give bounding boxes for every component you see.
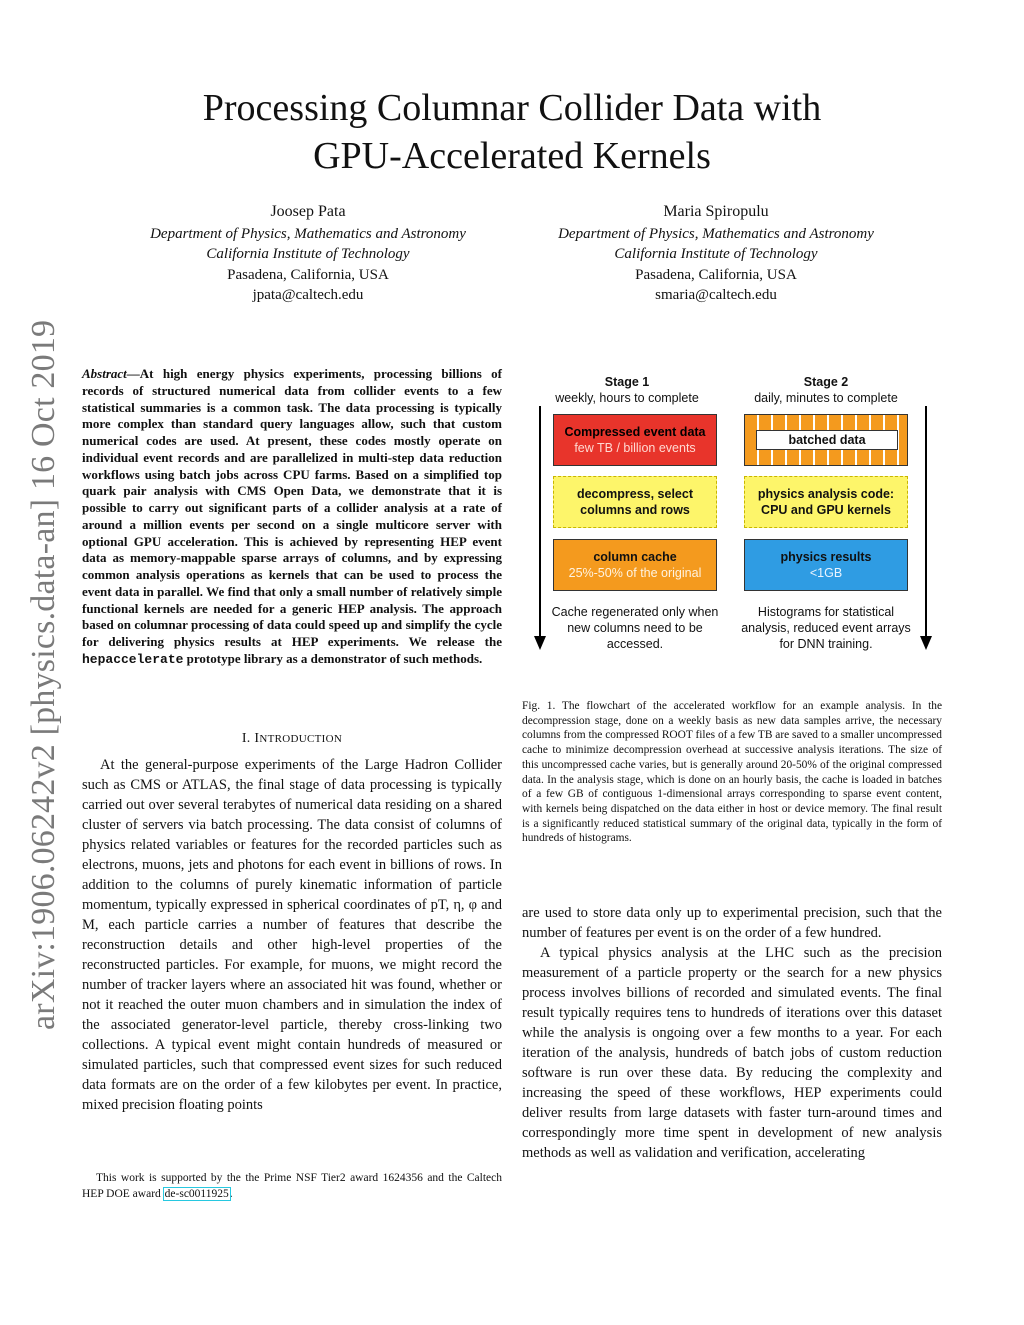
title-line-2: GPU-Accelerated Kernels (313, 135, 711, 177)
stage-2-subtitle: daily, minutes to complete (754, 391, 898, 405)
stage-2-title: Stage 2 (803, 375, 849, 389)
physics-results-subtitle: <1GB (809, 566, 843, 580)
author-department: Department of Physics, Mathematics and Astronomy (150, 225, 466, 242)
author-institute: California Institute of Technology (206, 246, 410, 263)
author-email[interactable]: smaria@caltech.edu (655, 287, 777, 304)
section-heading-introduction (82, 731, 502, 747)
batched-data-label: batched data (756, 430, 898, 450)
physics-results-title: physics results (780, 550, 872, 564)
analysis-paragraph: A typical physics analysis at the LHC such as the precision measurement of a particle property or the search for a new physics process involves billions of recorded and simulated events. The final result typically requires tens to hundreds of iterations over this dataset while the analysis is ongoing over a few months to a year. For each iteration of the analysis, hundreds of batch jobs of custom reduction software is run over these data. By reducing the complexity and increasing the speed of these workflows, HEP experiments could deliver results from large datasets with faster turn-around times and correspondingly more time spent in development of new analysis methods as well as validation and verification, accelerating (522, 945, 942, 1161)
arxiv-identifier: arXiv:1906.06242v2 [physics.data-an] 16 Oct 2019 (25, 319, 62, 1030)
author-location: Pasadena, California, USA (227, 266, 389, 283)
section-title-rest: NTRODUCTION (259, 733, 343, 745)
column-cache-title: column cache (593, 550, 677, 564)
compressed-data-subtitle: few TB / billion events (574, 441, 696, 455)
stage-1-header (542, 374, 712, 406)
decompress-box (553, 476, 717, 528)
abstract-text-1: —At high energy physics experiments, processing billions of records of structured numerical data from collider events to a few statistical summaries is a common task. The data processing is typically more complex than standard query languages allow, such that custom numerical codes are used. At present, these codes mostly operate on individual event records and are parallelized in multi-step data reduction workflows using batch jobs across CPU farms. Based on a simplified top quark pair analysis with CMS Open Data, we demonstrate that it is possible to carry out significant parts of a collider analysis at a rate of around a million events per second on a single multicore server with optional GPU acceleration. This is achieved by representing HEP event data as memory-mappable sparse arrays of columns, and by expressing common analysis operations as kernels that can be used to process the event data in parallel. We find that only a small number of relatively simple functional kernels are needed for a generic HEP analysis. The approach based on columnar processing of data could speed up and simplify the cycle for delivering physics results at HEP experiments. We release the (82, 366, 502, 649)
award-link[interactable]: de-sc0011925 (164, 1188, 229, 1200)
library-name: hepaccelerate (82, 651, 184, 667)
author-name: Joosep Pata (270, 203, 346, 220)
stage-1-arrow-head-icon (534, 636, 546, 650)
abstract (82, 366, 502, 669)
cache-note: Cache regenerated only when new columns need to be accessed. (551, 605, 719, 651)
author-block-1 (118, 202, 498, 306)
author-location: Pasadena, California, USA (635, 266, 797, 283)
section-number: I. (241, 731, 251, 746)
abstract-text-2: prototype library as a demonstrator of such methods. (183, 650, 483, 666)
footnote-text: This work is supported by the the Prime NSF Tier2 award 1624356 and the Caltech HEP DOE award (82, 1172, 502, 1200)
physics-results-box (744, 539, 908, 591)
results-note: Histograms for statistical analysis, reduced event arrays for DNN training. (741, 605, 911, 651)
footnote-end: . (229, 1188, 233, 1200)
abstract-lead: Abstract (82, 366, 127, 381)
column-cache-box (553, 539, 717, 591)
compressed-data-title: Compressed event data (564, 425, 706, 439)
author-institute: California Institute of Technology (614, 246, 818, 263)
continuation-paragraph: are used to store data only up to experimental precision, such that the number of features per event is on the order of a few hundred. (522, 905, 942, 941)
compressed-data-box (553, 414, 717, 466)
introduction-column (82, 755, 502, 1115)
paper-title (100, 84, 924, 180)
footnote (82, 1170, 502, 1202)
stage-2-header (741, 374, 911, 406)
intro-paragraph: At the general-purpose experiments of the Large Hadron Collider such as CMS or ATLAS, the final stage of data processing is typically carried out over several terabytes of numerical data residing on a shared cluster of servers via batch processing. The data consist of columns of physics related variables or features for the recorded particles such as electrons, muons, jets and photons for each event in billions of rows. In addition to the columns of purely kinematic information of particle momentum, typically expressed in spherical coordinates of pT, η, φ and M, each particle carries a number of features that describe the reconstruction details and other high-level properties of the reconstructed particles. For example, for muons, we might record the number of tracker layers where an associated hit was found, whether or not it reached the outer muon chambers and in simulation the index of the associated generator-level particle, thereby cross-linking two collections. A typical event might contain hundreds of measured or simulated particles, such that compressed event sizes for such reduced data formats are on the order of a few kilobytes per event. In practice, mixed precision floating points (82, 757, 502, 1113)
column-cache-subtitle: 25%-50% of the original (568, 566, 702, 580)
author-email[interactable]: jpata@caltech.edu (252, 287, 364, 304)
stage-1-title: Stage 1 (604, 375, 650, 389)
right-column-text (522, 903, 942, 1163)
workflow-figure (522, 366, 942, 666)
batched-data-box (744, 414, 908, 466)
section-title-initial: I (254, 731, 260, 746)
stage-1-subtitle: weekly, hours to complete (555, 391, 699, 405)
author-block-2 (526, 202, 906, 306)
title-line-1: Processing Columnar Collider Data with (202, 87, 822, 129)
author-department: Department of Physics, Mathematics and Astronomy (558, 225, 874, 242)
stage-2-arrow-line (925, 406, 927, 638)
analysis-code-box (744, 476, 908, 528)
stage-1-arrow-line (539, 406, 541, 638)
decompress-label: decompress, select columns and rows (576, 487, 694, 517)
author-name: Maria Spiropulu (663, 203, 769, 220)
stage-2-arrow-head-icon (920, 636, 932, 650)
figure-caption: Fig. 1. The flowchart of the accelerated workflow for an example analysis. In the decompression stage, done on a weekly basis as new data samples arrive, the necessary columns from the compressed ROOT files of a few TB are saved to a smaller uncompressed cache to minimize decompression overhead at successive analysis iterations. The size of this uncompressed cache varies, but is generally around 20-50% of the original compressed data. In the analysis stage, which is done on an hourly basis, the cache is loaded in batches of a few GB of contiguous 1-dimensional arrays corresponding to sparse event content, with kernels being dispatched on the data either in host or device memory. The final result is a significantly reduced statistical summary of the original data, typically in the form of hundreds of histograms. (522, 700, 942, 845)
analysis-code-label: physics analysis code: CPU and GPU kernels (757, 487, 895, 517)
